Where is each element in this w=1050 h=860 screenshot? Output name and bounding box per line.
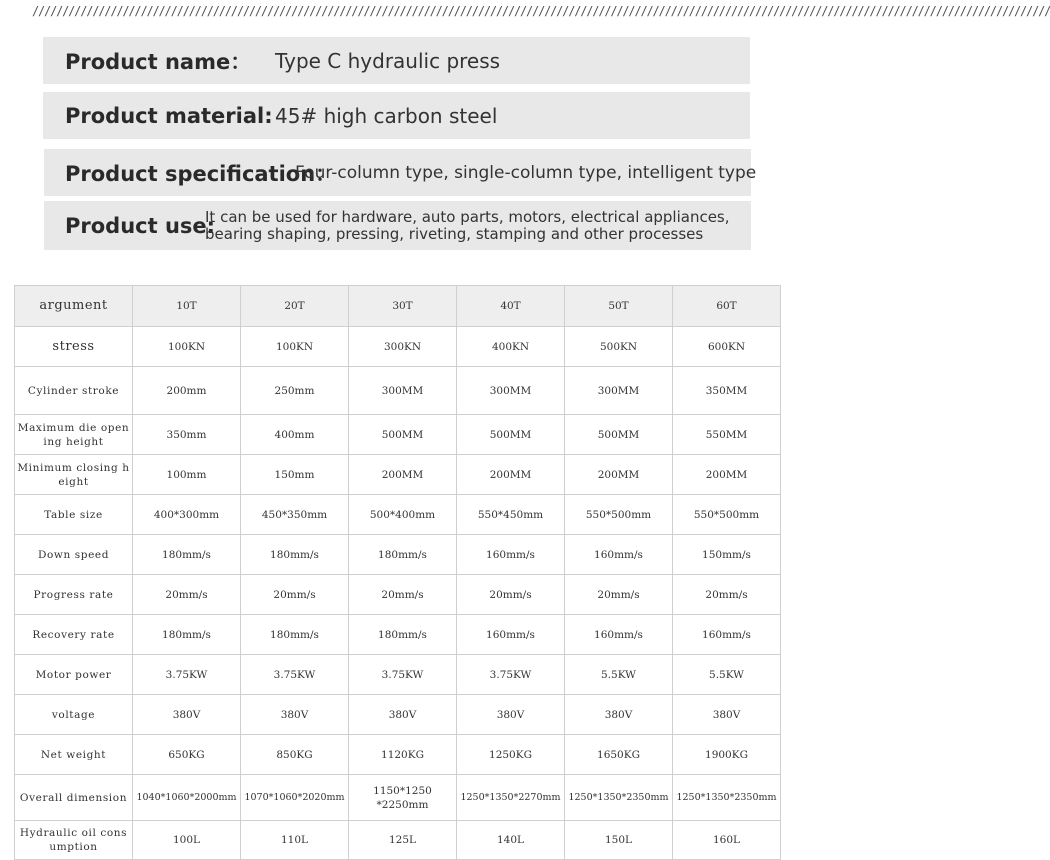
table-cell: 200MM xyxy=(349,455,457,495)
table-cell: 100KN xyxy=(133,327,241,367)
table-cell: 400KN xyxy=(457,327,565,367)
row-label: Progress rate xyxy=(15,575,133,615)
row-label: Down speed xyxy=(15,535,133,575)
table-row xyxy=(15,367,781,415)
table-cell: 300MM xyxy=(349,367,457,415)
table-cell: 180mm/s xyxy=(133,615,241,655)
table-cell: 125L xyxy=(349,821,457,860)
table-cell: 160mm/s xyxy=(565,535,673,575)
table-cell: 1650KG xyxy=(565,735,673,775)
table-cell: 20mm/s xyxy=(133,575,241,615)
table-cell: 380V xyxy=(457,695,565,735)
row-label: Maximum die opening height xyxy=(15,415,133,455)
product-material-row xyxy=(43,92,750,139)
table-header-row xyxy=(15,286,781,327)
table-row xyxy=(15,535,781,575)
table-row xyxy=(15,327,781,367)
table-cell: 650KG xyxy=(133,735,241,775)
table-cell: 1250*1350*2350mm xyxy=(565,775,673,821)
table-cell: 3.75KW xyxy=(241,655,349,695)
table-cell: 160L xyxy=(673,821,781,860)
table-cell: 180mm/s xyxy=(241,615,349,655)
table-cell: 380V xyxy=(241,695,349,735)
product-material-value: 45# high carbon steel xyxy=(275,103,498,128)
table-row xyxy=(15,455,781,495)
row-label: Recovery rate xyxy=(15,615,133,655)
table-row xyxy=(15,415,781,455)
table-cell: 140L xyxy=(457,821,565,860)
table-cell: 500*400mm xyxy=(349,495,457,535)
table-cell: 150mm xyxy=(241,455,349,495)
product-name-value: Type C hydraulic press xyxy=(275,48,501,73)
header-cell-50t: 50T xyxy=(565,286,673,327)
table-cell: 550MM xyxy=(673,415,781,455)
table-cell: 300MM xyxy=(457,367,565,415)
table-cell: 380V xyxy=(349,695,457,735)
table-cell: 850KG xyxy=(241,735,349,775)
table-cell: 1250KG xyxy=(457,735,565,775)
table-cell: 400*300mm xyxy=(133,495,241,535)
table-cell: 160mm/s xyxy=(673,615,781,655)
table-cell: 150mm/s xyxy=(673,535,781,575)
table-cell: 300KN xyxy=(349,327,457,367)
table-cell: 100KN xyxy=(241,327,349,367)
table-cell: 110L xyxy=(241,821,349,860)
parameter-table xyxy=(14,285,781,860)
table-cell: 500MM xyxy=(349,415,457,455)
table-cell: 180mm/s xyxy=(133,535,241,575)
table-cell: 160mm/s xyxy=(565,615,673,655)
row-label: Motor power xyxy=(15,655,133,695)
table-cell: 450*350mm xyxy=(241,495,349,535)
row-label: Minimum closing height xyxy=(15,455,133,495)
table-cell: 1250*1350*2350mm xyxy=(673,775,781,821)
table-cell: 550*500mm xyxy=(565,495,673,535)
table-cell: 20mm/s xyxy=(241,575,349,615)
table-cell: 20mm/s xyxy=(673,575,781,615)
row-label: Net weight xyxy=(15,735,133,775)
table-cell: 380V xyxy=(565,695,673,735)
table-cell: 3.75KW xyxy=(457,655,565,695)
table-cell: 200MM xyxy=(565,455,673,495)
decorative-slash-rule: ///////////////////////////////////////////////////////////////////////////////////////////////////////////////////////////////////////////////////////////////////////// xyxy=(32,4,1050,18)
table-cell: 250mm xyxy=(241,367,349,415)
table-cell: 3.75KW xyxy=(349,655,457,695)
table-cell: 160mm/s xyxy=(457,615,565,655)
table-cell: 5.5KW xyxy=(673,655,781,695)
table-row xyxy=(15,735,781,775)
header-cell-20t: 20T xyxy=(241,286,349,327)
table-row xyxy=(15,775,781,821)
row-label: Hydraulic oil consumption xyxy=(15,821,133,860)
table-row xyxy=(15,695,781,735)
product-specification-row xyxy=(44,149,757,196)
table-cell: 1150*1250 *2250mm xyxy=(349,775,457,821)
table-cell: 1250*1350*2270mm xyxy=(457,775,565,821)
table-row xyxy=(15,655,781,695)
table-cell: 20mm/s xyxy=(349,575,457,615)
table-cell: 350mm xyxy=(133,415,241,455)
row-label: Table size xyxy=(15,495,133,535)
table-cell: 200MM xyxy=(457,455,565,495)
table-cell: 380V xyxy=(673,695,781,735)
table-cell: 1070*1060*2020mm xyxy=(241,775,349,821)
table-cell: 180mm/s xyxy=(349,535,457,575)
product-material-label: Product material: xyxy=(65,103,273,128)
product-name-label: Product name： xyxy=(65,49,252,74)
table-cell: 200MM xyxy=(673,455,781,495)
table-cell: 1900KG xyxy=(673,735,781,775)
table-cell: 150L xyxy=(565,821,673,860)
header-cell-60t: 60T xyxy=(673,286,781,327)
row-label: Overall dimension xyxy=(15,775,133,821)
header-cell-30t: 30T xyxy=(349,286,457,327)
table-row xyxy=(15,821,781,860)
row-label: stress xyxy=(15,327,133,367)
row-label: Cylinder stroke xyxy=(15,367,133,415)
table-cell: 3.75KW xyxy=(133,655,241,695)
table-cell: 550*500mm xyxy=(673,495,781,535)
table-cell: 1040*1060*2000mm xyxy=(133,775,241,821)
header-cell-10t: 10T xyxy=(133,286,241,327)
table-row xyxy=(15,575,781,615)
table-cell: 500MM xyxy=(565,415,673,455)
table-cell: 180mm/s xyxy=(349,615,457,655)
header-cell-argument: argument xyxy=(15,286,133,327)
table-cell: 350MM xyxy=(673,367,781,415)
table-cell: 5.5KW xyxy=(565,655,673,695)
product-use-row xyxy=(44,201,751,250)
product-name-row xyxy=(43,37,750,84)
table-cell: 600KN xyxy=(673,327,781,367)
table-cell: 160mm/s xyxy=(457,535,565,575)
product-use-label: Product use: xyxy=(65,213,216,238)
table-cell: 400mm xyxy=(241,415,349,455)
table-row xyxy=(15,495,781,535)
product-specification-value: Four-column type, single-column type, intelligent type xyxy=(295,162,757,183)
table-cell: 550*450mm xyxy=(457,495,565,535)
product-use-value: It can be used for hardware, auto parts, motors, electrical appliances, bearing shaping, pressing, riveting, stamping and other processes xyxy=(205,208,730,243)
header-cell-40t: 40T xyxy=(457,286,565,327)
table-cell: 300MM xyxy=(565,367,673,415)
table-cell: 100L xyxy=(133,821,241,860)
table-cell: 100mm xyxy=(133,455,241,495)
table-cell: 20mm/s xyxy=(457,575,565,615)
table-cell: 200mm xyxy=(133,367,241,415)
table-cell: 500KN xyxy=(565,327,673,367)
table-cell: 380V xyxy=(133,695,241,735)
table-cell: 180mm/s xyxy=(241,535,349,575)
table-cell: 20mm/s xyxy=(565,575,673,615)
row-label: voltage xyxy=(15,695,133,735)
table-row xyxy=(15,615,781,655)
product-specification-label: Product specification： xyxy=(65,161,337,186)
table-cell: 500MM xyxy=(457,415,565,455)
table-cell: 1120KG xyxy=(349,735,457,775)
